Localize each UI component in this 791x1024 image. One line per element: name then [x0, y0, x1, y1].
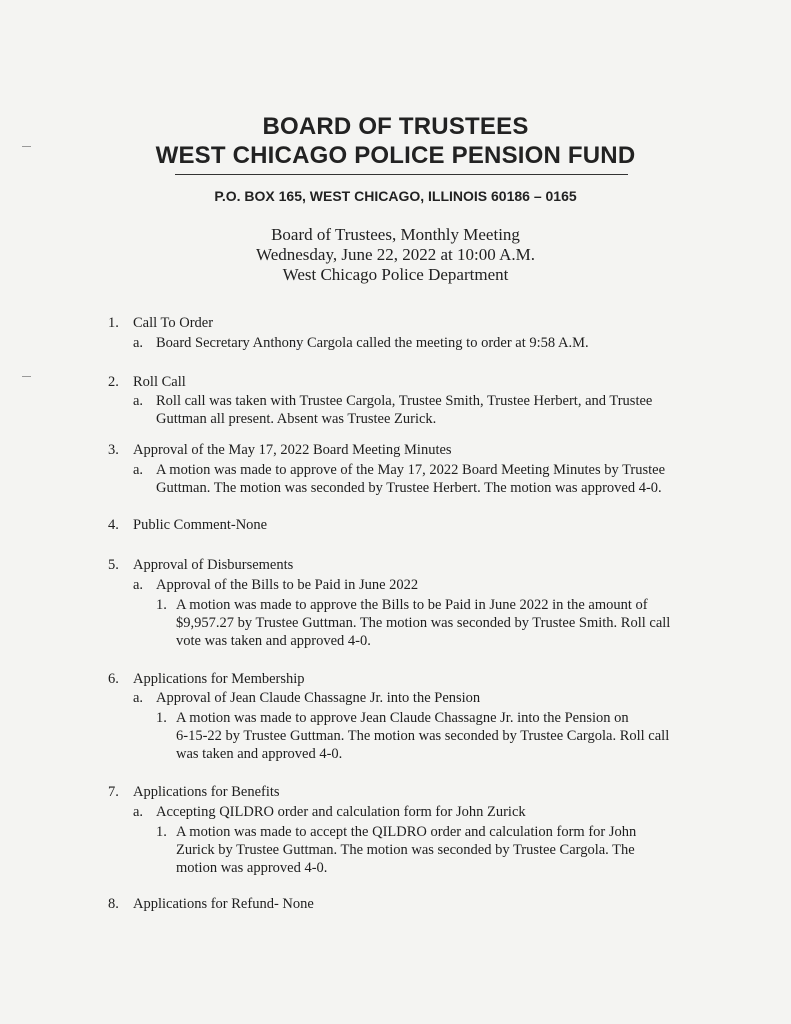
subitem-text: $9,957.27 by Trustee Guttman. The motion was seconded by Trustee Smith. Roll call — [176, 615, 671, 631]
agenda-title: Roll Call — [133, 374, 186, 390]
agenda-number: 3. — [108, 442, 119, 458]
subitem-text: Board Secretary Anthony Cargola called the meeting to order at 9:58 A.M. — [156, 335, 589, 351]
agenda-title: Applications for Membership — [133, 671, 305, 687]
subitem-text: 6-15-22 by Trustee Guttman. The motion was seconded by Trustee Cargola. Roll call — [176, 728, 670, 744]
subitem-text: Guttman. The motion was seconded by Trustee Herbert. The motion was approved 4-0. — [156, 480, 662, 496]
subitem-text: was taken and approved 4-0. — [176, 746, 343, 762]
subitem-label: a. — [133, 462, 144, 478]
org-title-line1: BOARD OF TRUSTEES — [262, 113, 529, 140]
meeting-location: West Chicago Police Department — [282, 265, 509, 284]
subitem-label: 1. — [156, 710, 167, 726]
scan-mark — [22, 376, 31, 377]
subitem-text: A motion was made to accept the QILDRO order and calculation form for John — [176, 824, 637, 840]
agenda-title: Call To Order — [133, 315, 214, 331]
subitem-text: motion was approved 4-0. — [176, 860, 328, 876]
subitem-text: Roll call was taken with Trustee Cargola, Trustee Smith, Trustee Herbert, and Trustee — [156, 393, 653, 409]
org-address: P.O. BOX 165, WEST CHICAGO, ILLINOIS 60186 – 0165 — [214, 188, 577, 204]
agenda-number: 2. — [108, 374, 119, 390]
agenda-number: 1. — [108, 315, 119, 331]
header-divider — [175, 174, 628, 175]
subitem-text: Guttman all present. Absent was Trustee Zurick. — [156, 411, 437, 427]
subitem-label: a. — [133, 804, 144, 820]
subitem-label: 1. — [156, 597, 167, 613]
meeting-datetime: Wednesday, June 22, 2022 at 10:00 A.M. — [256, 245, 535, 264]
subitem-text: A motion was made to approve the Bills to be Paid in June 2022 in the amount of — [176, 597, 648, 613]
subitem-label: a. — [133, 690, 144, 706]
subitem-label: 1. — [156, 824, 167, 840]
subitem-label: a. — [133, 393, 144, 409]
subitem-label: a. — [133, 577, 144, 593]
meeting-type: Board of Trustees, Monthly Meeting — [271, 225, 520, 244]
subitem-label: a. — [133, 335, 144, 351]
agenda-number: 6. — [108, 671, 119, 687]
subitem-text: A motion was made to approve of the May 17, 2022 Board Meeting Minutes by Trustee — [156, 462, 666, 478]
subitem-text: vote was taken and approved 4-0. — [176, 633, 371, 649]
agenda-number: 5. — [108, 557, 119, 573]
org-title-line2: WEST CHICAGO POLICE PENSION FUND — [155, 142, 636, 169]
agenda-number: 4. — [108, 517, 119, 533]
subitem-text: Approval of the Bills to be Paid in June 2022 — [156, 577, 419, 593]
agenda-title: Approval of Disbursements — [133, 557, 294, 573]
agenda-title: Approval of the May 17, 2022 Board Meeting Minutes — [133, 442, 452, 458]
agenda-title: Applications for Benefits — [133, 784, 280, 800]
subitem-text: Accepting QILDRO order and calculation form for John Zurick — [156, 804, 526, 820]
agenda-title: Applications for Refund- None — [133, 896, 314, 912]
subitem-text: Zurick by Trustee Guttman. The motion was seconded by Trustee Cargola. The — [176, 842, 635, 858]
agenda-number: 8. — [108, 896, 119, 912]
agenda-title: Public Comment-None — [133, 517, 268, 533]
subitem-text: Approval of Jean Claude Chassagne Jr. into the Pension — [156, 690, 481, 706]
subitem-text: A motion was made to approve Jean Claude Chassagne Jr. into the Pension on — [176, 710, 629, 726]
agenda-number: 7. — [108, 784, 119, 800]
